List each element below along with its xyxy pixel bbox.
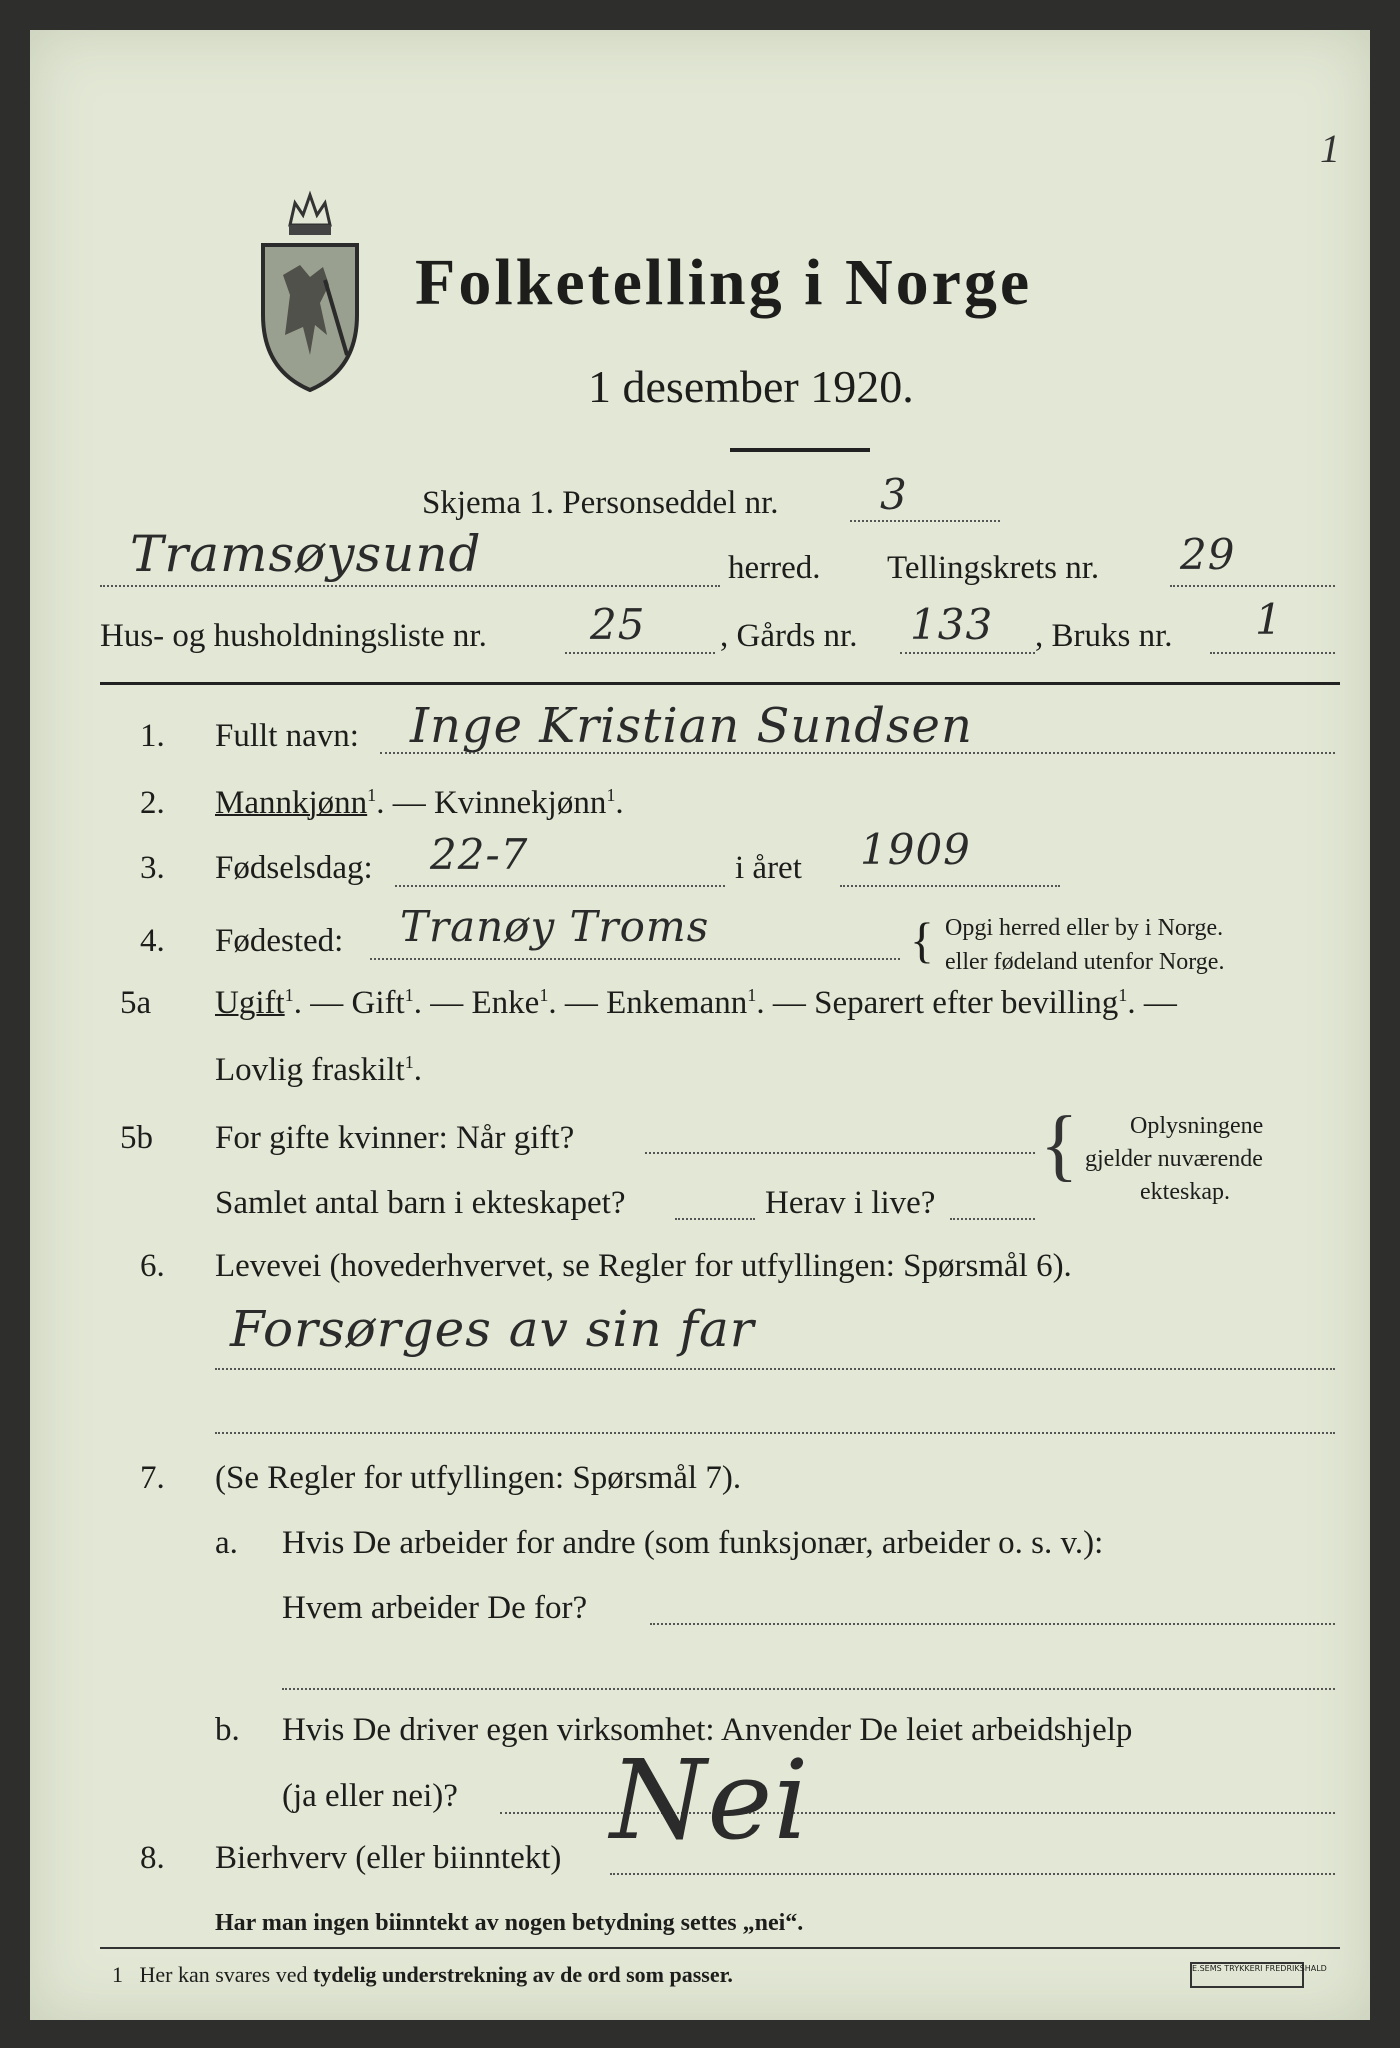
- q5a-options-line2: Lovlig fraskilt$^1$.: [215, 1052, 423, 1088]
- schema-label: Skjema 1. Personseddel nr.: [422, 485, 779, 521]
- q5a-ugift: Ugift: [215, 985, 285, 1021]
- herred-label: herred.: [728, 550, 821, 586]
- q4-label: Fødested:: [215, 923, 344, 959]
- q5b-note-2: gjelder nuværende: [1085, 1146, 1263, 1172]
- q7a-line-1: [650, 1623, 1335, 1625]
- q5a-options: Ugift$^1$. — Gift$^1$. — Enke$^1$. — Enkemann$^1$. — Separert efter bevilling$^1$. —: [215, 985, 1177, 1021]
- q5a-fraskilt: Lovlig fraskilt: [215, 1052, 405, 1088]
- census-date: 1 desember 1920.: [588, 361, 914, 412]
- norwegian-coat-of-arms-icon: [255, 185, 365, 395]
- tellingskrets-line: [1170, 585, 1335, 587]
- q2-male: Mannkjønn: [215, 785, 368, 821]
- person-nr-line: [850, 520, 1000, 522]
- q8-number: 8.: [140, 1840, 165, 1876]
- form-title: Folketelling i Norge: [415, 246, 1033, 319]
- q6-label: Levevei (hovederhvervet, se Regler for utfyllingen: Spørsmål 6).: [215, 1248, 1072, 1284]
- q7a-number: a.: [215, 1525, 238, 1561]
- q3-year-value: 1909: [860, 825, 971, 874]
- bruks-label: , Bruks nr.: [1035, 618, 1173, 654]
- census-form-page: [30, 30, 1370, 2020]
- q4-note-1: Opgi herred eller by i Norge.: [945, 915, 1224, 941]
- q7-label: (Se Regler for utfyllingen: Spørsmål 7).: [215, 1460, 742, 1496]
- bruks-line: [1210, 652, 1335, 654]
- q6-line-2: [215, 1432, 1335, 1434]
- margin-mark: 1: [1320, 126, 1340, 171]
- gards-line: [900, 652, 1035, 654]
- q8-label: Bierhverv (eller biinntekt): [215, 1840, 562, 1876]
- person-nr-value: 3: [880, 470, 908, 519]
- q5b-label-2: Samlet antal barn i ekteskapet?: [215, 1185, 626, 1221]
- q4-value: Tranøy Troms: [400, 902, 710, 951]
- q7-number: 7.: [140, 1460, 165, 1496]
- q1-label: Fullt navn:: [215, 718, 359, 754]
- header-rule: [100, 682, 1340, 685]
- q6-value: Forsørges av sin far: [230, 1300, 755, 1358]
- q7a-label-2: Hvem arbeider De for?: [282, 1590, 588, 1626]
- title-divider: [730, 448, 870, 452]
- q7a-line-2: [282, 1688, 1335, 1690]
- q3-value: 22-7: [430, 830, 529, 879]
- q5b-note-3: ekteskap.: [1140, 1179, 1230, 1205]
- q6-number: 6.: [140, 1248, 165, 1284]
- printer-stamp: E.SEMS TRYKKERI FREDRIKSHALD: [1190, 1962, 1304, 1988]
- q2-female: Kvinnekjønn: [434, 785, 607, 821]
- q4-note-2: eller fødeland utenfor Norge.: [945, 949, 1225, 975]
- gards-value: 133: [910, 600, 994, 649]
- q5b-children-line: [675, 1218, 755, 1220]
- bruks-value: 1: [1255, 595, 1283, 644]
- q1-value: Inge Kristian Sundsen: [410, 698, 973, 754]
- footnote: 1 Her kan svares ved tydelig understrekning av de ord som passer.: [112, 1962, 733, 1987]
- q5b-alive-line: [950, 1218, 1035, 1220]
- q5b-note-1: Oplysningene: [1130, 1113, 1264, 1139]
- q5a-number: 5a: [120, 985, 152, 1021]
- q2-options: Mannkjønn$^1$. — Kvinnekjønn$^1$.: [215, 785, 624, 821]
- tellingskrets-value: 29: [1180, 530, 1236, 579]
- q3-year-line: [840, 885, 1060, 887]
- gards-label: , Gårds nr.: [720, 618, 858, 654]
- q1-number: 1.: [140, 718, 165, 754]
- q5b-brace: {: [1040, 1101, 1079, 1189]
- q7b-number: b.: [215, 1712, 240, 1748]
- q5b-married-line: [645, 1152, 1035, 1154]
- herred-value: Tramsøysund: [130, 525, 482, 583]
- footnote-rule: [100, 1947, 1340, 1949]
- q3-day-line: [395, 885, 725, 887]
- q7b-value: Nei: [610, 1736, 810, 1864]
- hus-line: [565, 652, 715, 654]
- hus-label: Hus- og husholdningsliste nr.: [100, 618, 487, 654]
- q6-line-1: [215, 1368, 1335, 1370]
- q3-label: Fødselsdag:: [215, 850, 373, 886]
- hus-value: 25: [590, 600, 646, 649]
- q7a-label-1: Hvis De arbeider for andre (som funksjonær, arbeider o. s. v.):: [282, 1525, 1104, 1561]
- q2-number: 2.: [140, 785, 165, 821]
- q7b-label-1: Hvis De driver egen virksomhet: Anvender De leiet arbeidshjelp: [282, 1712, 1133, 1748]
- tellingskrets-label: Tellingskrets nr.: [887, 550, 1100, 586]
- q7b-label-2: (ja eller nei)?: [282, 1778, 458, 1814]
- q8-line: [610, 1873, 1335, 1875]
- q3-year-label: i året: [735, 850, 802, 886]
- q5b-label-1: For gifte kvinner: Når gift?: [215, 1120, 575, 1156]
- q4-brace: {: [910, 912, 934, 968]
- q5b-label-3: Herav i live?: [765, 1185, 936, 1221]
- q4-number: 4.: [140, 923, 165, 959]
- q5b-number: 5b: [120, 1120, 153, 1156]
- note-nei: Har man ingen biinntekt av nogen betydning settes „nei“.: [215, 1910, 804, 1936]
- q4-line: [370, 958, 900, 960]
- q3-number: 3.: [140, 850, 165, 886]
- herred-line: [100, 585, 720, 587]
